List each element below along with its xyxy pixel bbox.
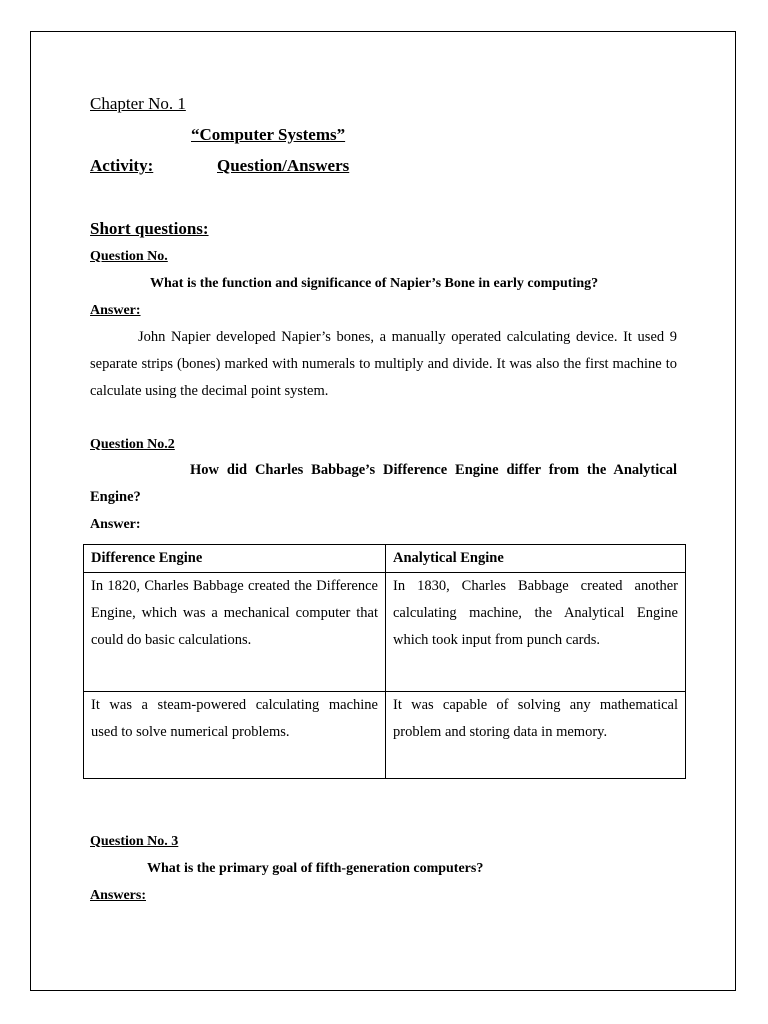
answer-1-label: Answer: xyxy=(90,303,141,318)
table-row xyxy=(84,573,686,692)
table-header-cell: Difference Engine xyxy=(84,545,386,573)
answer-3-label: Answers: xyxy=(90,888,146,903)
table-cell: In 1820, Charles Babbage created the Difference Engine, which was a mechanical computer that could do basic calculations. xyxy=(84,573,386,692)
chapter-heading: Chapter No. 1 xyxy=(90,94,186,113)
table-cell: It was capable of solving any mathematical problem and storing data in memory. xyxy=(386,692,686,779)
chapter-title: “Computer Systems” xyxy=(191,125,346,144)
question-2-label: Question No.2 xyxy=(90,437,175,452)
question-1-label: Question No. xyxy=(90,249,168,264)
table-row xyxy=(84,692,686,779)
table-header-cell: Analytical Engine xyxy=(386,545,686,573)
table-header-row xyxy=(84,545,686,573)
question-1-text: What is the function and significance of Napier’s Bone in early computing? xyxy=(150,276,599,291)
activity-label: Activity: xyxy=(90,156,154,175)
answer-2-label: Answer: xyxy=(90,517,141,532)
comparison-table xyxy=(83,544,686,779)
table-cell: In 1830, Charles Babbage created another calculating machine, the Analytical Engine which took input from punch cards. xyxy=(386,573,686,692)
question-3-text: What is the primary goal of fifth-generation computers? xyxy=(147,861,484,876)
section-heading: Short questions: xyxy=(90,219,209,238)
answer-1-text: John Napier developed Napier’s bones, a manually operated calculating device. It used 9 separate strips (bones) marked with numerals to multiply and divide. It was also the first machine to calculate using the decimal point system. xyxy=(90,329,677,399)
question-2-text: How did Charles Babbage’s Difference Engine differ from the Analytical Engine? xyxy=(90,462,677,505)
question-3-label: Question No. 3 xyxy=(90,834,179,849)
table-cell: It was a steam-powered calculating machine used to solve numerical problems. xyxy=(84,692,386,779)
activity-value: Question/Answers xyxy=(217,156,350,175)
